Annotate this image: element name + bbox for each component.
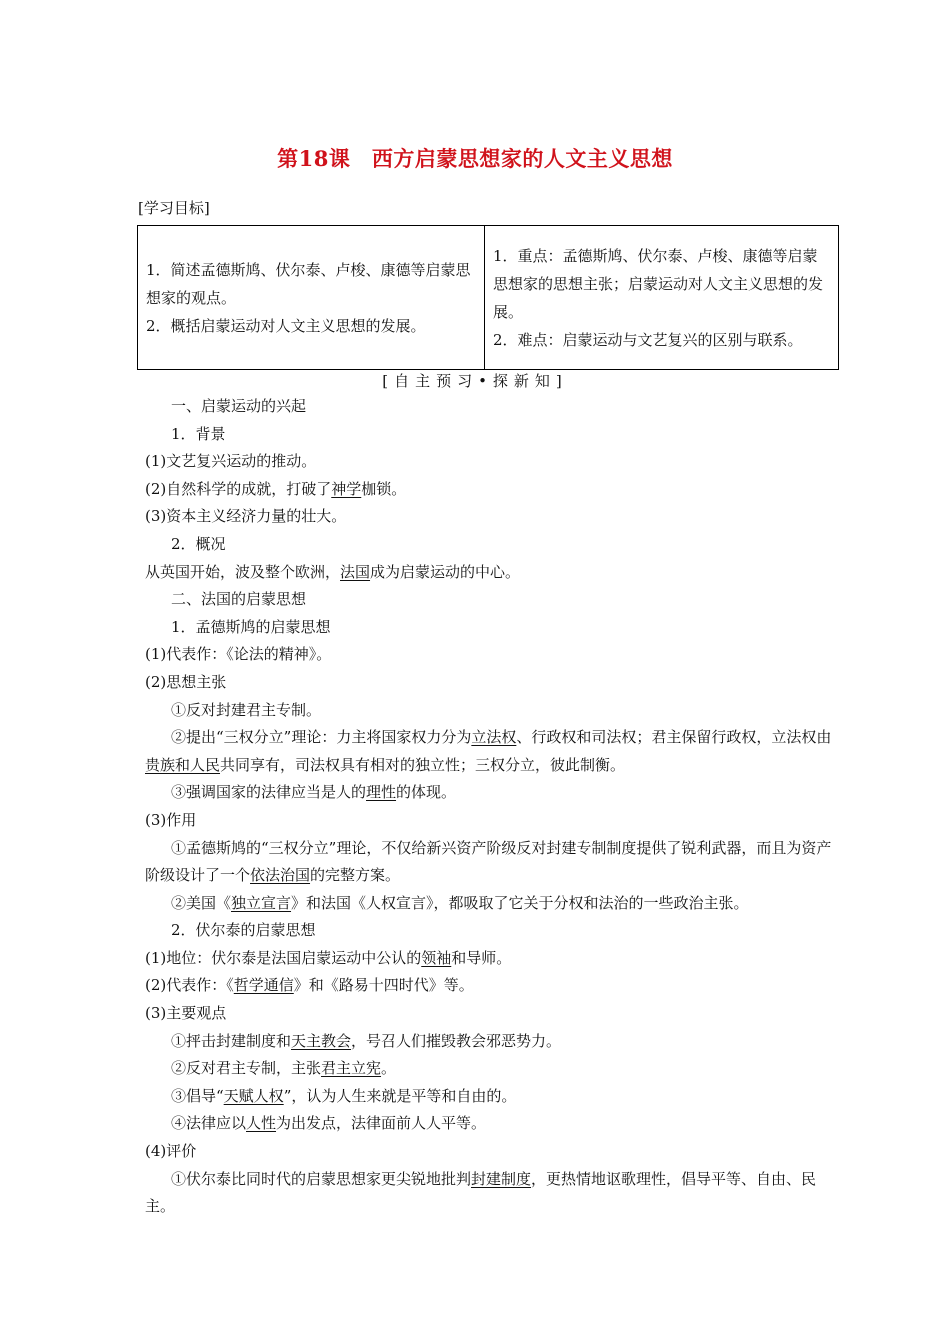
paragraph: ①伏尔泰比同时代的启蒙思想家更尖锐地批判封建制度，更热情地讴歌理性，倡导平等、自由、民主。 bbox=[145, 1169, 817, 1216]
paragraph: (3)主要观点 bbox=[145, 1004, 227, 1023]
paragraph: (2)思想主张 bbox=[145, 672, 227, 691]
paragraph: (1)文艺复兴运动的推动。 bbox=[145, 452, 317, 471]
learning-goals-label: [学习目标] bbox=[138, 199, 210, 217]
paragraph: ②反对君主专制，主张君主立宪。 bbox=[171, 1059, 397, 1078]
paragraph: (2)代表作：《哲学通信》和《路易十四时代》等。 bbox=[145, 976, 474, 995]
paragraph: ①抨击封建制度和天主教会，号召人们摧毁教会邪恶势力。 bbox=[171, 1031, 562, 1050]
fill-blank: 封建制度 bbox=[471, 1169, 532, 1188]
goal-item: 2．概括启蒙运动对人文主义思想的发展。 bbox=[146, 316, 426, 335]
fill-blank: 神学 bbox=[331, 479, 362, 498]
goal-item: 1．简述孟德斯鸠、伏尔泰、卢梭、康德等启蒙思想家的观点。 bbox=[146, 260, 471, 307]
paragraph: ②美国《独立宣言》和法国《人权宣言》，都吸取了它关于分权和法治的一些政治主张。 bbox=[171, 893, 749, 912]
goal-item: 1．重点：孟德斯鸠、伏尔泰、卢梭、康德等启蒙思想家的思想主张；启蒙运动对人文主义思想的发展。 bbox=[493, 246, 824, 321]
fill-blank: 哲学通信 bbox=[233, 976, 294, 995]
fill-blank: 理性 bbox=[366, 783, 397, 802]
section-bar: [自主预习•探新知] bbox=[382, 372, 568, 390]
fill-blank: 天主教会 bbox=[291, 1031, 352, 1050]
paragraph: (2)自然科学的成就，打破了神学枷锁。 bbox=[145, 479, 407, 498]
goal-item: 2．难点：启蒙运动与文艺复兴的区别与联系。 bbox=[493, 330, 803, 349]
paragraph: (3)作用 bbox=[145, 810, 197, 829]
fill-blank: 人性 bbox=[246, 1114, 277, 1133]
subheading: 1．背景 bbox=[171, 424, 226, 443]
paragraph: (1)地位：伏尔泰是法国启蒙运动中公认的领袖和导师。 bbox=[145, 948, 512, 967]
fill-blank: 天赋人权 bbox=[223, 1086, 284, 1105]
fill-blank: 领袖 bbox=[421, 948, 452, 967]
goals-cell-left bbox=[138, 226, 485, 370]
paragraph: ③倡导“天赋人权”，认为人生来就是平等和自由的。 bbox=[171, 1086, 517, 1105]
fill-blank: 独立宣言 bbox=[231, 893, 292, 912]
paragraph: ④法律应以人性为出发点，法律面前人人平等。 bbox=[171, 1114, 487, 1133]
lesson-title: 第18课 西方启蒙思想家的人文主义思想 bbox=[277, 146, 673, 171]
fill-blank: 君主立宪 bbox=[321, 1059, 382, 1078]
fill-blank: 法国 bbox=[340, 562, 371, 581]
paragraph: ③强调国家的法律应当是人的理性的体现。 bbox=[171, 783, 457, 802]
fill-blank: 依法治国 bbox=[250, 866, 311, 885]
fill-blank: 贵族和人民 bbox=[145, 755, 221, 774]
subheading: 2．伏尔泰的启蒙思想 bbox=[171, 921, 316, 940]
paragraph: ①孟德斯鸠的“三权分立”理论，不仅给新兴资产阶级反对封建专制制度提供了锐利武器，而且为资产阶级设计了一个依法治国的完整方案。 bbox=[145, 838, 832, 885]
fill-blank: 立法权 bbox=[471, 728, 517, 747]
heading-1: 一、启蒙运动的兴起 bbox=[171, 397, 307, 415]
paragraph: (3)资本主义经济力量的壮大。 bbox=[145, 507, 347, 526]
paragraph: 从英国开始，波及整个欧洲，法国成为启蒙运动的中心。 bbox=[145, 562, 521, 581]
heading-2: 二、法国的启蒙思想 bbox=[171, 590, 307, 609]
paragraph: ①反对封建君主专制。 bbox=[171, 700, 322, 719]
subheading: 1．孟德斯鸠的启蒙思想 bbox=[171, 617, 331, 636]
paragraph: ②提出“三权分立”理论：力主将国家权力分为立法权、行政权和司法权；君主保留行政权，立法权由贵族和人民共同享有，司法权具有相对的独立性；三权分立，彼此制衡。 bbox=[145, 728, 832, 774]
paragraph: (1)代表作：《论法的精神》。 bbox=[145, 645, 332, 664]
document-body bbox=[145, 393, 840, 1221]
goals-cell-right bbox=[485, 226, 839, 370]
subheading: 2．概况 bbox=[171, 534, 226, 553]
learning-goals-table bbox=[137, 225, 839, 370]
paragraph: (4)评价 bbox=[145, 1142, 197, 1161]
